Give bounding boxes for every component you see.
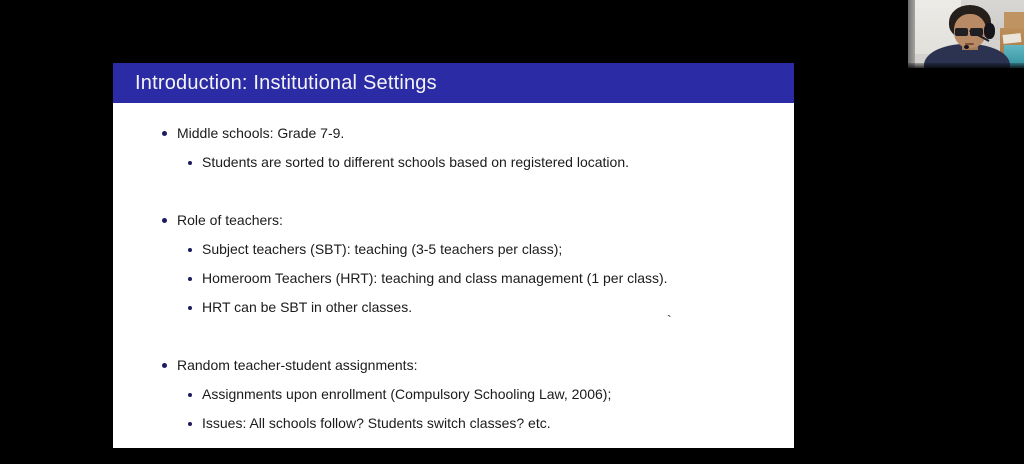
- sub-bullet-item: [113, 409, 794, 438]
- sub-bullet-text: HRT can be SBT in other classes.: [202, 299, 413, 315]
- bullet-item: [113, 119, 794, 148]
- sub-bullet-text: Assignments upon enrollment (Compulsory Schooling Law, 2006);: [202, 386, 612, 402]
- bullet-dot: [162, 131, 167, 136]
- headset-mic-tip: [964, 45, 969, 49]
- bullet-group: [113, 206, 794, 322]
- headset-earcup-icon: [984, 23, 995, 39]
- slide-title-bar: [113, 63, 794, 103]
- sub-bullet-dot: [188, 422, 192, 426]
- bullet-group: [113, 119, 794, 177]
- sub-bullet-dot: [188, 277, 192, 281]
- presentation-slide: [113, 63, 794, 448]
- sub-bullet-item: [113, 148, 794, 177]
- bullet-item: [113, 206, 794, 235]
- slide-title: Introduction: Institutional Settings: [135, 71, 437, 94]
- participant-video-tile[interactable]: [908, 0, 1024, 68]
- slide-body: [113, 103, 794, 448]
- sub-bullet-item: [113, 380, 794, 409]
- webcam-paper: [1003, 33, 1022, 44]
- webcam-bottom-shade: [908, 63, 1024, 68]
- bullet-dot: [162, 363, 167, 368]
- bullet-item: [113, 351, 794, 380]
- sub-bullet-item: [113, 293, 794, 322]
- sub-bullet-text: Homeroom Teachers (HRT): teaching and class management (1 per class).: [202, 270, 668, 286]
- sub-bullet-item: [113, 264, 794, 293]
- stray-mark: `: [667, 312, 672, 328]
- bullet-text: Role of teachers:: [177, 212, 283, 228]
- sub-bullet-dot: [188, 248, 192, 252]
- bullet-dot: [162, 218, 167, 223]
- sub-bullet-text: Issues: All schools follow? Students switch classes? etc.: [202, 415, 551, 431]
- sub-bullet-dot: [188, 393, 192, 397]
- person-mouth: [965, 43, 974, 45]
- bullet-text: Random teacher-student assignments:: [177, 357, 418, 373]
- glasses-left-lens: [955, 28, 968, 36]
- sub-bullet-dot: [188, 161, 192, 165]
- sub-bullet-text: Subject teachers (SBT): teaching (3-5 teachers per class);: [202, 241, 563, 257]
- bullet-text: Middle schools: Grade 7-9.: [177, 125, 345, 141]
- sub-bullet-dot: [188, 306, 192, 310]
- sub-bullet-text: Students are sorted to different schools based on registered location.: [202, 154, 630, 170]
- sub-bullet-item: [113, 235, 794, 264]
- bullet-group: [113, 351, 794, 438]
- webcam-left-shadow: [908, 0, 915, 68]
